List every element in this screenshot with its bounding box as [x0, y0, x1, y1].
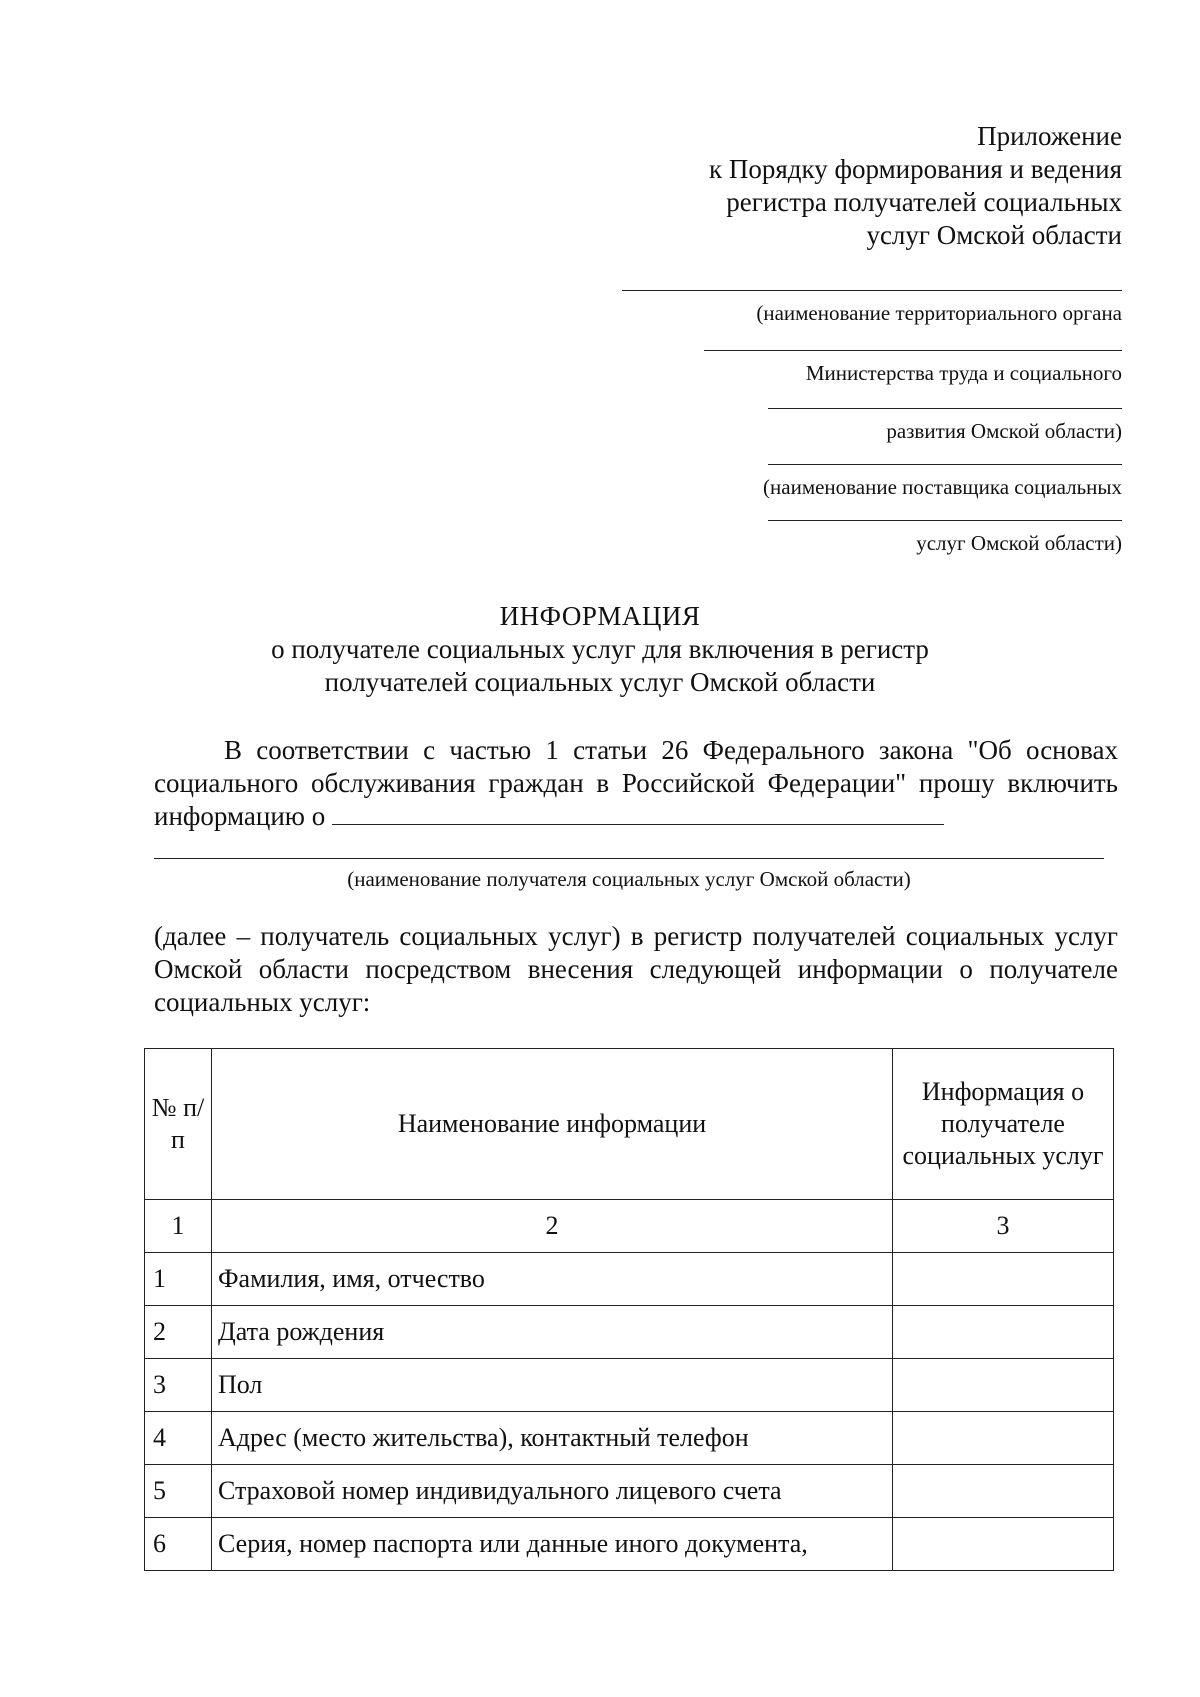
document-heading	[0, 600, 1200, 699]
table-row	[145, 1518, 1114, 1571]
request-text: В соответствии с частью 1 статьи 26 Федерального закона "Об основах социального обслуживания граждан в Российской Федерации" прошу включить информацию о	[154, 735, 1118, 831]
addressee-label: развития Омской области)	[886, 419, 1122, 443]
header-name: Наименование информации	[212, 1049, 893, 1200]
annex-line: Приложение	[977, 121, 1122, 151]
table-row	[145, 1412, 1114, 1465]
info-table	[144, 1048, 1114, 1571]
fill-line	[622, 290, 1122, 291]
table-header-row	[145, 1049, 1114, 1200]
annex-line: регистра получателей социальных	[726, 187, 1122, 217]
table-row	[145, 1306, 1114, 1359]
column-number: 3	[893, 1200, 1114, 1253]
recipient-caption: (наименование получателя социальных услуг Омской области)	[347, 867, 911, 891]
addressee-row	[602, 520, 1122, 580]
document-title: ИНФОРМАЦИЯ	[499, 601, 701, 631]
row-number: 6	[145, 1518, 212, 1571]
addressee-block	[602, 290, 1122, 580]
row-value[interactable]	[893, 1359, 1114, 1412]
row-value[interactable]	[893, 1518, 1114, 1571]
annex-line: услуг Омской области	[866, 220, 1122, 250]
table-row	[145, 1465, 1114, 1518]
recipient-fill-line	[332, 800, 944, 825]
document-subtitle: получателей социальных услуг Омской области	[324, 667, 876, 697]
row-name: Дата рождения	[212, 1306, 893, 1359]
addressee-row	[602, 408, 1122, 464]
row-name: Страховой номер индивидуального лицевого счета	[212, 1465, 893, 1518]
header-number: № п/п	[145, 1049, 212, 1200]
table-row	[145, 1253, 1114, 1306]
recipient-fill-line-full	[154, 858, 1104, 859]
row-number: 1	[145, 1253, 212, 1306]
row-number: 5	[145, 1465, 212, 1518]
row-value[interactable]	[893, 1253, 1114, 1306]
addressee-label: услуг Омской области)	[916, 531, 1122, 555]
row-name: Пол	[212, 1359, 893, 1412]
header-value: Информация о получателе социальных услуг	[893, 1049, 1114, 1200]
fill-line	[768, 464, 1122, 465]
column-number: 2	[212, 1200, 893, 1253]
addressee-row	[602, 464, 1122, 520]
row-name: Серия, номер паспорта или данные иного документа,	[212, 1518, 893, 1571]
annex-line: к Порядку формирования и ведения	[708, 154, 1122, 184]
addressee-row	[602, 290, 1122, 350]
document-subtitle: о получателе социальных услуг для включения в регистр	[271, 634, 929, 664]
request-paragraph	[154, 734, 1118, 833]
row-value[interactable]	[893, 1412, 1114, 1465]
addressee-label: (наименование поставщика социальных	[763, 475, 1122, 499]
fill-line	[768, 520, 1122, 521]
fill-line	[704, 350, 1122, 351]
row-name: Фамилия, имя, отчество	[212, 1253, 893, 1306]
continuation-paragraph: (далее – получатель социальных услуг) в регистр получателей социальных услуг Омской области посредством внесения следующей информации о получателе социальных услуг:	[154, 921, 1118, 1017]
row-number: 4	[145, 1412, 212, 1465]
column-number: 1	[145, 1200, 212, 1253]
row-number: 3	[145, 1359, 212, 1412]
row-value[interactable]	[893, 1465, 1114, 1518]
addressee-label: Министерства труда и социального	[805, 361, 1122, 385]
column-number-row	[145, 1200, 1114, 1253]
row-name: Адрес (место жительства), контактный телефон	[212, 1412, 893, 1465]
annex-header	[709, 120, 1122, 252]
fill-line	[768, 408, 1122, 409]
addressee-label: (наименование территориального органа	[756, 301, 1122, 325]
table-row	[145, 1359, 1114, 1412]
row-value[interactable]	[893, 1306, 1114, 1359]
addressee-row	[602, 350, 1122, 408]
row-number: 2	[145, 1306, 212, 1359]
